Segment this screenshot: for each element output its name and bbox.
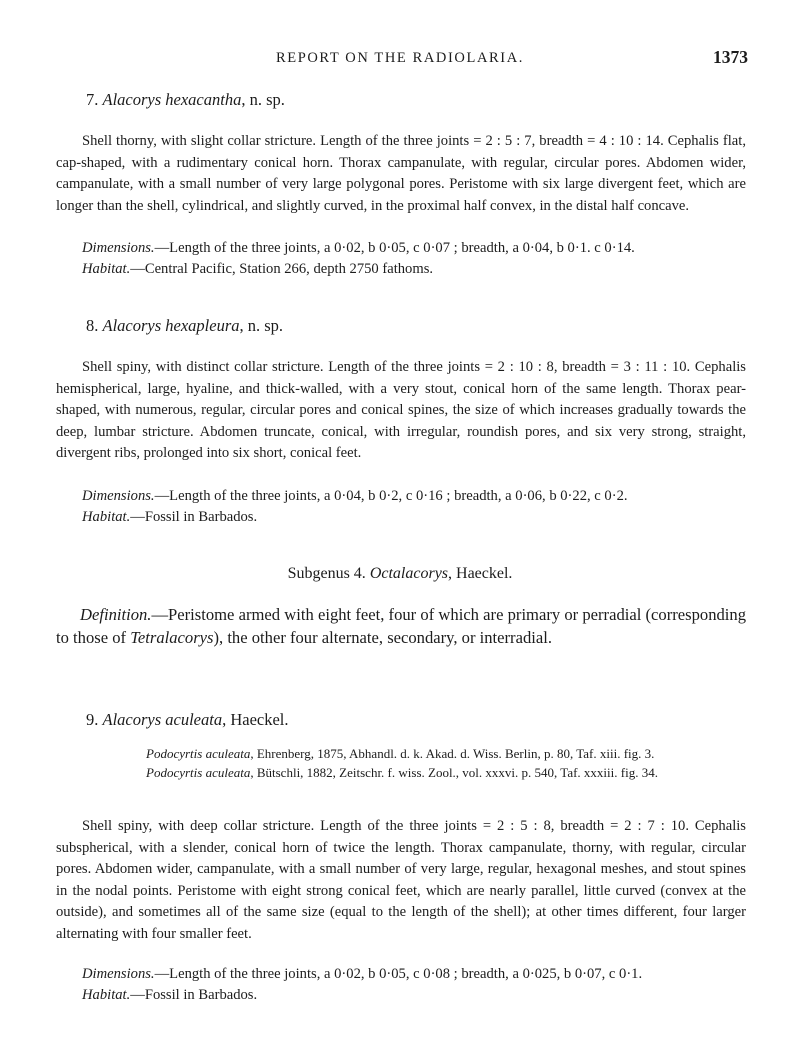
species-7-suffix: , n. sp. (241, 90, 285, 109)
species-8-description: Shell spiny, with distinct collar stricture. Length of the three joints = 2 : 10 : 8, breadth = 3 : 11 : 10. Cephalis hemispherical, large, hyaline, and thick-walled, with a very stout, conical horn of the same length. Thorax pear-shaped, with numerous, regular, circular pores and conical spines, the size of which increases gradually towards the deep, lumbar stricture. Abdomen truncate, conical, with irregular, roundish pores, and six very strong, straight, divergent ribs, prolonged into six short, conical feet. (56, 359, 746, 462)
synonym-entry: Podocyrtis aculeata, Ehrenberg, 1875, Abhandl. d. k. Akad. d. Wiss. Berlin, p. 80, Taf. xiii. fig. 3. (146, 746, 655, 761)
species-9-title (86, 710, 289, 730)
species-9-dimensions: Dimensions.—Length of the three joints, a 0·02, b 0·05, c 0·08 ; breadth, a 0·025, b 0·07, c 0·1. (82, 966, 643, 982)
species-9-description: Shell spiny, with deep collar stricture. Length of the three joints = 2 : 5 : 8, breadth = 2 : 7 : 10. Cephalis subspherical, with a slender, conical horn of twice the length. Thorax campanulate, thorny, with regular, circular pores. Abdomen wider, campanulate, with a small number of very large, regular, hexagonal meshes, and stout spines in the nodal points. Peristome with eight strong conical feet, which are nearly parallel, little curved (convex at the outside), and sometimes all of the same size (equal to the length of the shell); at other times different, four larger alternating with four smaller feet. (56, 818, 746, 942)
subgenus-definition: Definition.—Peristome armed with eight feet, four of which are primary or perradial (corresponding to those of Tetralacorys), the other four alternate, secondary, or interradial. (56, 605, 746, 647)
species-8-suffix: , n. sp. (239, 316, 284, 335)
subgenus-heading: Subgenus 4. Octalacorys, Haeckel. (287, 565, 513, 582)
species-8-habitat: Habitat.—Fossil in Barbados. (82, 509, 258, 525)
species-7-name: Alacorys hexacantha (102, 90, 242, 109)
running-head: REPORT ON THE RADIOLARIA. (275, 50, 525, 66)
species-7-title (86, 90, 285, 110)
species-9-habitat: Habitat.—Fossil in Barbados. (82, 987, 258, 1003)
species-9-name: Alacorys aculeata (102, 710, 223, 729)
species-7-dimensions: Dimensions.—Length of the three joints, a 0·02, b 0·05, c 0·07 ; breadth, a 0·04, b 0·1. c 0·14. (82, 240, 635, 256)
page-header (0, 44, 800, 70)
species-7-habitat: Habitat.—Central Pacific, Station 266, depth 2750 fathoms. (82, 261, 434, 277)
species-9-synonyms (146, 744, 746, 782)
species-8-name: Alacorys hexapleura (102, 316, 240, 335)
species-7-description: Shell thorny, with slight collar stricture. Length of the three joints = 2 : 5 : 7, breadth = 4 : 10 : 14. Cephalis flat, cap-shaped, with a rudimentary conical horn. Thorax campanulate, with regular, circular pores. Abdomen wider, campanulate, with a small number of very large polygonal pores. Peristome with six large divergent feet, which are longer than the shell, cylindrical, and slightly curved, in the proximal half convex, in the distal half concave. (56, 133, 746, 214)
species-7-number: 7. (86, 90, 99, 109)
page-number: 1373 (713, 47, 748, 67)
species-8-title (86, 316, 283, 336)
species-9-suffix: , Haeckel. (222, 710, 289, 729)
subgenus-name: Octalacorys (369, 565, 449, 582)
species-8-number: 8. (86, 316, 99, 335)
species-9-number: 9. (86, 710, 99, 729)
species-8-dimensions: Dimensions.—Length of the three joints, a 0·04, b 0·2, c 0·16 ; breadth, a 0·06, b 0·22, c 0·2. (82, 488, 628, 504)
synonym-entry: Podocyrtis aculeata, Bütschli, 1882, Zeitschr. f. wiss. Zool., vol. xxxvi. p. 540, Taf. xxxiii. fig. 34. (146, 765, 658, 780)
